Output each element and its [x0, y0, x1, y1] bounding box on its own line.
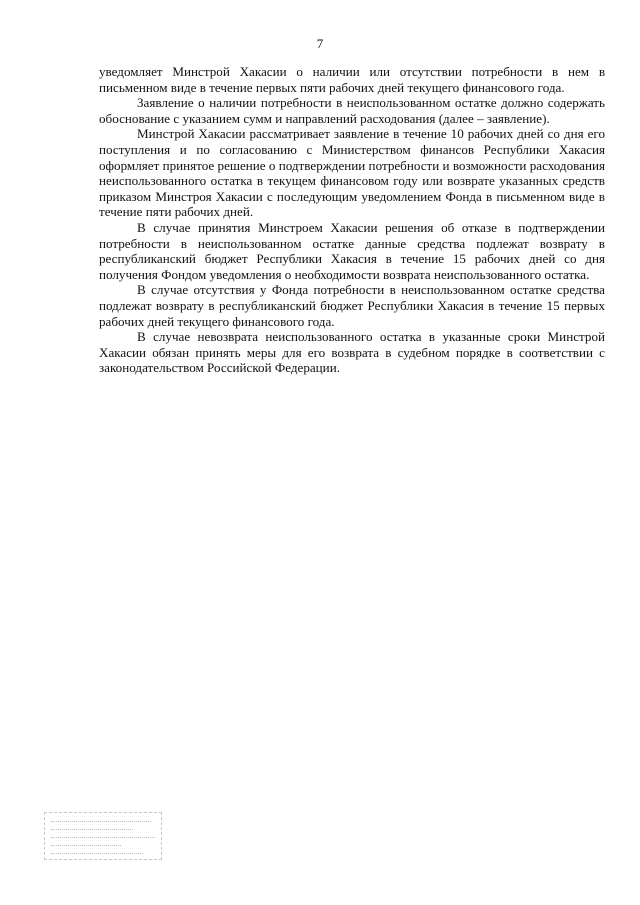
faded-stamp: [44, 812, 162, 860]
paragraph-continued: уведомляет Минстрой Хакасии о наличии или отсутствии потребности в нем в письменном виде в течение первых пяти рабочих дней текущего финансового года.: [99, 64, 605, 95]
paragraph-non-return-measures: В случае невозврата неиспользованного остатка в указанные сроки Минстрой Хакасии обязан принять меры для его возврата в судебном порядке в соответствии с законодательством Российской Федерации.: [99, 329, 605, 376]
document-body: [99, 64, 605, 376]
paragraph-review-procedure: Минстрой Хакасии рассматривает заявление в течение 10 рабочих дней со дня его поступления и по согласованию с Министерством финансов Республики Хакасия оформляет принятое решение о подтверждении потребности и возможности расходования неиспользованного остатка в текущем финансовом году или возврате указанных средств приказом Минстроя Хакасии с последующим уведомлением Фонда в письменном виде в течение пяти рабочих дней.: [99, 126, 605, 220]
paragraph-refusal-return: В случае принятия Минстроем Хакасии решения об отказе в подтверждении потребности в неиспользованном остатке данные средства подлежат возврату в республиканский бюджет Республики Хакасия в течение 15 рабочих дней со дня получения Фондом уведомления о необходимости возврата неиспользованного остатка.: [99, 219, 605, 282]
paragraph-no-need-return: В случае отсутствия у Фонда потребности в неиспользованном остатке средства подлежат возврату в республиканский бюджет Республики Хакасия в течение 15 первых рабочих дней текущего финансового года.: [99, 282, 605, 329]
paragraph-application-content: Заявление о наличии потребности в неиспользованном остатке должно содержать обоснование с указанием сумм и направлений расходования (далее – заявление).: [99, 95, 605, 126]
page-number: 7: [316, 36, 324, 51]
